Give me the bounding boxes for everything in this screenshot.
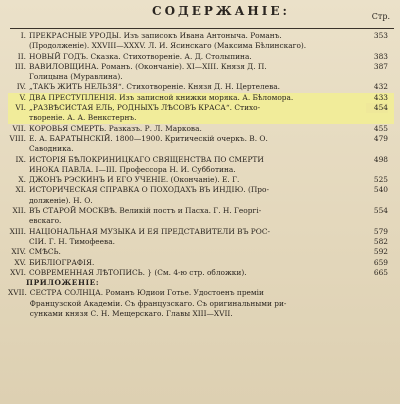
toc-entry bbox=[8, 185, 394, 206]
entry-title bbox=[29, 155, 364, 176]
entry-page-number: 582 bbox=[373, 236, 388, 246]
entry-line: ИСТОРИЧЕСКАЯ СПРАВКА О ПОХОДАХЪ ВЪ ИНДІЮ. (Про- bbox=[29, 185, 269, 195]
entry-line: КОРОВЬЯ СМЕРТЬ. Разказъ. Р. Л. Маркова. bbox=[29, 123, 202, 133]
entry-line: сунками князя С. Н. Мещерскаго. Главы XIII—XVII. bbox=[29, 309, 233, 319]
entry-page-number: 455 bbox=[373, 123, 388, 133]
entry-line: Французской Академіи. Съ французскаго. Съ оригинальными ри- bbox=[29, 298, 287, 308]
entry-line: „РАЗВѢСИСТАЯ ЕЛЬ, РОДНЫХЪ ЛѢСОВЪ КРАСА“. Стихо- bbox=[29, 103, 261, 113]
entry-line: твореніе. А. А. Венкстернъ. bbox=[29, 113, 137, 123]
entry-page-number: 454 bbox=[366, 103, 388, 113]
entry-page-number: 540 bbox=[373, 185, 388, 195]
entry-line: Саводника. bbox=[29, 144, 74, 154]
entry-line: ВЪ СТАРОЙ МОСКВѢ. Великій постъ и Пасха. Г. Н. Георгі- bbox=[29, 206, 262, 216]
entry-number: I. bbox=[20, 31, 26, 40]
entry-line: ДЖОНЪ РЭСКИНЪ И ЕГО УЧЕНІЕ. (Окончаніе). Е. Г. bbox=[29, 175, 240, 185]
entry-line: ВАВИЛОВЩИНА. Романъ. (Окончаніе). XI—XIII. Князя Д. П. bbox=[29, 61, 267, 71]
appendix-heading: ПРИЛОЖЕНІЕ: bbox=[26, 278, 100, 288]
entry-title bbox=[29, 124, 364, 134]
entry-number: IX. bbox=[15, 154, 26, 164]
entry-title bbox=[29, 258, 364, 268]
entry-number: VI. bbox=[15, 103, 26, 113]
toc-entry bbox=[8, 206, 394, 227]
entry-title bbox=[29, 62, 364, 83]
entry-line: Голицына (Муравлина). bbox=[29, 72, 123, 82]
entry-line: ПРЕКРАСНЫЕ УРОДЫ. Изъ записокъ Ивана Антоныча. Романъ. bbox=[29, 31, 282, 40]
entry-number: VII. bbox=[12, 123, 26, 133]
entry-number: XIV. bbox=[11, 247, 26, 257]
toc-entry bbox=[8, 124, 394, 134]
entry-page-number: 383 bbox=[373, 51, 388, 61]
entry-title bbox=[29, 52, 364, 62]
entry-title bbox=[29, 247, 364, 257]
entry-line: евскаго. bbox=[29, 216, 62, 226]
entry-page-number: 592 bbox=[373, 247, 388, 257]
entry-line: ИСТОРІЯ БѢЛОКРИНИЦКАГО СВЯЩЕНСТВА ПО СМЕРТИ bbox=[29, 154, 264, 164]
entry-title bbox=[29, 134, 364, 155]
entry-page-number: 498 bbox=[373, 154, 388, 164]
entry-number: XVII. bbox=[8, 288, 27, 298]
entry-line: ИНОКА ПАВЛА. I—III. Профессора Н. И. Субботина. bbox=[29, 164, 236, 174]
entry-line: долженіе). Н. О. bbox=[29, 195, 93, 205]
toc-entry bbox=[8, 52, 394, 62]
entry-page-number: 387 bbox=[373, 61, 388, 71]
entry-page-number: 525 bbox=[373, 175, 388, 185]
entry-title bbox=[29, 206, 364, 227]
toc-entry bbox=[8, 175, 394, 185]
entry-number: VIII. bbox=[9, 133, 26, 143]
toc-entry bbox=[8, 82, 394, 92]
page-column-header: Стр. bbox=[371, 12, 390, 21]
entry-number: V. bbox=[19, 92, 26, 102]
entry-page-number: 433 bbox=[373, 92, 388, 102]
entry-number: XIII. bbox=[9, 226, 26, 236]
entry-number: X. bbox=[18, 175, 26, 185]
toc-entry bbox=[8, 247, 394, 257]
entry-title bbox=[29, 227, 364, 248]
entry-page-number: 432 bbox=[373, 82, 388, 92]
entry-line: ДВА ПРЕСТУПЛЕНІЯ. Изъ записной книжки моряка. А. Бѣломора. bbox=[29, 92, 294, 102]
entry-number: III. bbox=[14, 61, 26, 71]
table-of-contents bbox=[8, 31, 394, 319]
entry-line: Е. А. БАРАТЫНСКІЙ. 1800—1900. Критическій очеркъ. В. О. bbox=[29, 133, 268, 143]
entry-line: СМѢСЬ. bbox=[29, 247, 61, 257]
entry-number: XI. bbox=[15, 185, 26, 195]
entry-title bbox=[29, 82, 364, 92]
toc-entry bbox=[8, 93, 394, 103]
entry-page-number: 479 bbox=[373, 133, 388, 143]
toc-entry bbox=[8, 258, 394, 268]
entry-line: БИБЛІОГРАФІЯ. bbox=[29, 257, 95, 267]
divider bbox=[10, 28, 394, 29]
entry-number: IV. bbox=[16, 82, 26, 92]
entry-title bbox=[29, 185, 364, 206]
entry-number: II. bbox=[17, 51, 26, 61]
entry-page-number: 579 bbox=[373, 226, 388, 236]
entry-line: „ТАКЪ ЖИТЬ НЕЛЬЗЯ“. Стихотвореніе. Князя Д. Н. Цертелева. bbox=[29, 82, 280, 92]
page-title: СОДЕРЖАНІЕ: bbox=[152, 4, 290, 18]
entry-line: (Продолженіе). XXVIII—XXXV. Л. И. Ясинскаго (Максима Бѣлинскаго). bbox=[29, 41, 307, 51]
entry-number: XVI. bbox=[10, 267, 26, 277]
entry-page-number: 353 bbox=[373, 31, 388, 40]
entry-page-number: 659 bbox=[373, 257, 388, 267]
entry-line: СЕСТРА СОЛНЦА. Романъ Юдиои Готье. Удостоенъ преміи bbox=[29, 288, 264, 298]
entry-number: XV. bbox=[14, 257, 26, 267]
entry-title bbox=[29, 93, 364, 103]
toc-entry-appendix bbox=[8, 288, 394, 319]
entry-title bbox=[29, 175, 364, 185]
entry-title bbox=[29, 268, 364, 278]
toc-entry bbox=[8, 134, 394, 155]
entry-page-number: 665 bbox=[373, 267, 388, 277]
toc-entry bbox=[8, 62, 394, 83]
entry-number: XII. bbox=[12, 206, 26, 216]
entry-line: НАЦІОНАЛЬНАЯ МУЗЫКА И ЕЯ ПРЕДСТАВИТЕЛИ ВЪ РОС- bbox=[29, 226, 270, 236]
entry-title bbox=[29, 31, 364, 52]
toc-entry bbox=[8, 155, 394, 176]
entry-title bbox=[30, 288, 364, 319]
toc-entry bbox=[8, 268, 394, 278]
toc-entry bbox=[8, 227, 394, 248]
entry-line: СОВРЕМЕННАЯ ЛѢТОПИСЬ. } (См. 4-ю стр. обложки). bbox=[29, 267, 247, 277]
entry-line: СІИ. Г. Н. Тимофеева. bbox=[29, 236, 115, 246]
toc-entry bbox=[8, 31, 394, 52]
entry-page-number: 554 bbox=[373, 206, 388, 216]
entry-line: НОВЫЙ ГОДЪ. Сказка. Стихотвореніе. А. Д. Столыпина. bbox=[29, 51, 252, 61]
toc-entry bbox=[8, 103, 394, 124]
entry-title bbox=[29, 103, 364, 124]
